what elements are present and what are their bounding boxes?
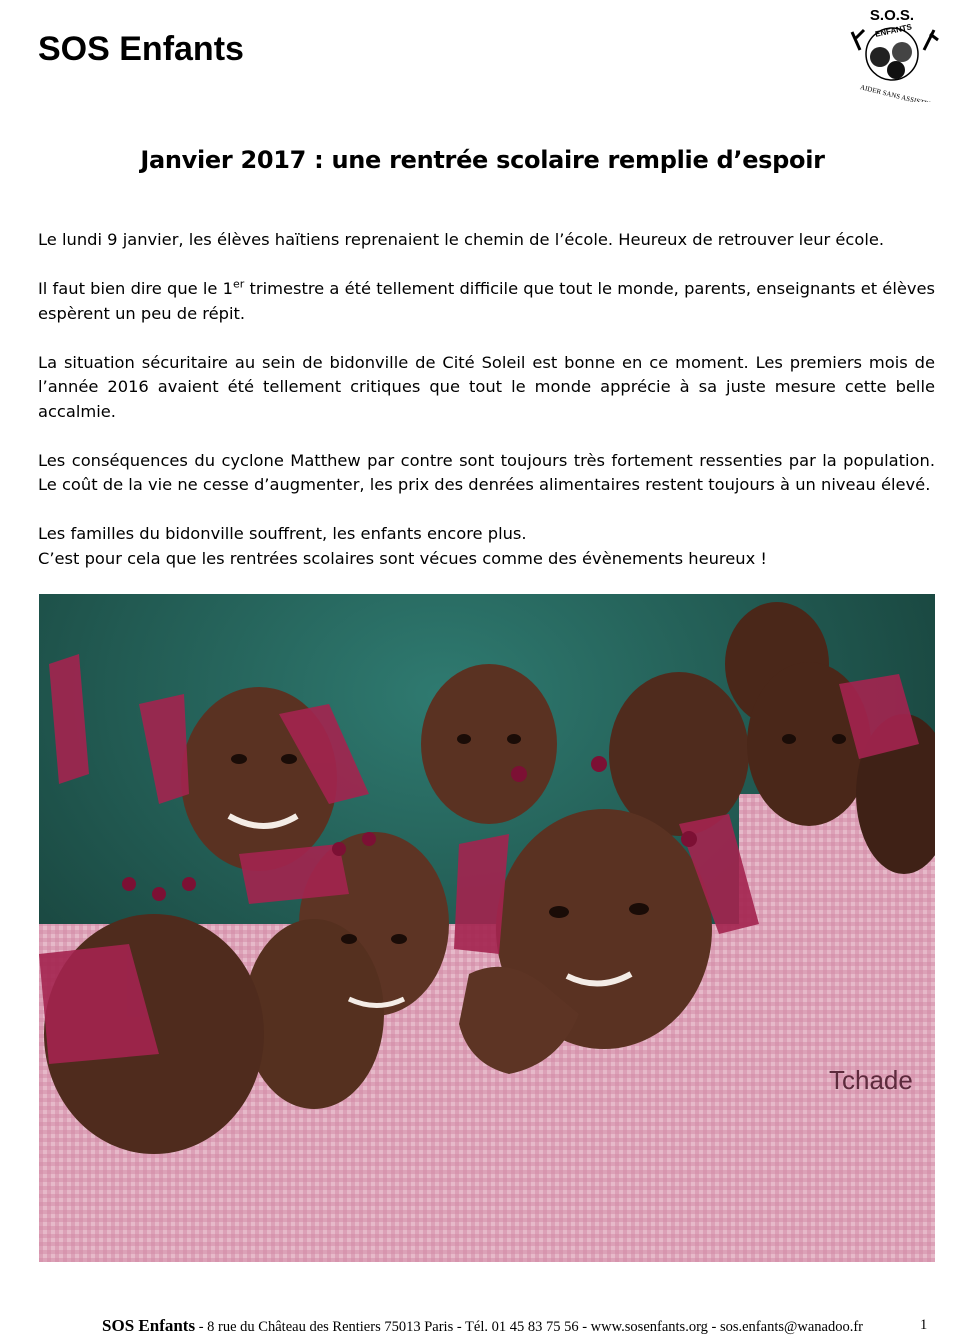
page-number: 1 — [920, 1317, 928, 1333]
sos-enfants-logo — [846, 2, 946, 102]
article-title: Janvier 2017 : une rentrée scolaire remplie d’espoir — [140, 146, 825, 174]
footer-org: SOS Enfants — [102, 1316, 196, 1335]
shirt-text: Tchade — [829, 1065, 913, 1095]
paragraph-5a: Les familles du bidonville souffrent, les enfants encore plus. — [38, 524, 527, 543]
children-photo — [39, 594, 935, 1262]
article-body — [38, 228, 935, 571]
footer — [0, 1316, 965, 1336]
paragraph-5b: C’est pour cela que les rentrées scolaires sont vécues comme des évènements heureux ! — [38, 548, 767, 568]
paragraph-3: La situation sécuritaire au sein de bidonville de Cité Soleil est bonne en ce moment. Les premiers mois de l’année 2016 avaient été tellement critiques que tout le monde apprécie à sa juste mesure cette belle accalmie. — [38, 352, 935, 421]
logo-enfants-text: ENFANTS — [874, 22, 913, 39]
paragraph-4: Les conséquences du cyclone Matthew par contre sont toujours très fortement ressenties par la population. Le coût de la vie ne cesse d’augmenter, les prix des denrées alimentaires restent toujours à un niveau élevé. — [38, 450, 935, 494]
org-title: SOS Enfants — [38, 30, 244, 68]
logo-sos-text: S.O.S. — [869, 7, 915, 24]
paragraph-1: Le lundi 9 janvier, les élèves haïtiens reprenaient le chemin de l’école. Heureux de retrouver leur école. — [38, 230, 885, 249]
footer-details: - 8 rue du Château des Rentiers 75013 Paris - Tél. 01 45 83 75 56 - www.sosenfants.org - sos.enfants@wanadoo.fr — [195, 1319, 863, 1335]
logo-motto: AIDER SANS ASSISTER — [859, 83, 934, 102]
paragraph-2: Il faut bien dire que le 1er trimestre a été tellement difficile que tout le monde, parents, enseignants et élèves espèrent un peu de répit. — [38, 277, 935, 323]
